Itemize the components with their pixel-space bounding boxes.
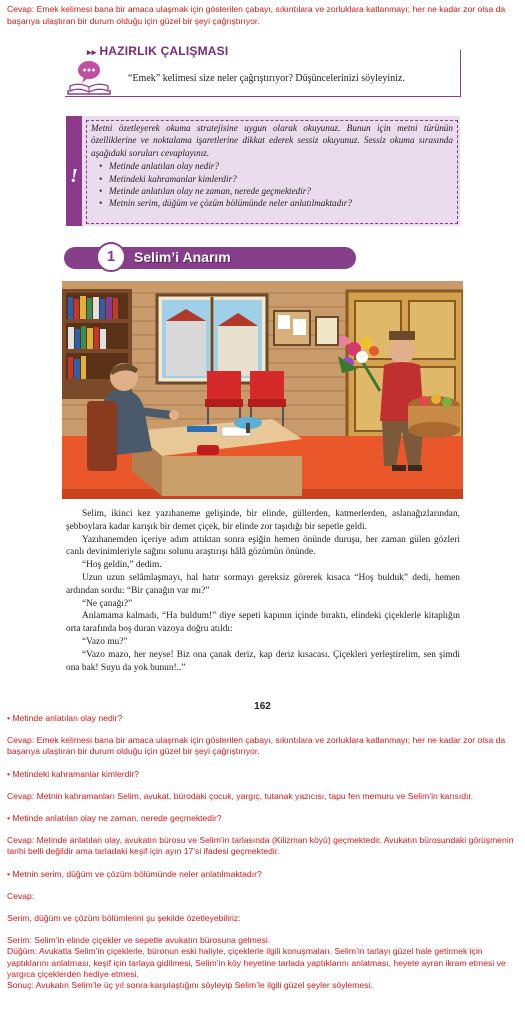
top-answer-text: Cevap: Emek kelimesi bana bir amaca ulaşmak için gösterilen çabayı, sıkıntılara ve zorluklara katlanmayı; her ne kadar zor olsa da başarıya ulaştıran bir durum olduğu için güzel bir şeyi çağrıştırıyor. (7, 4, 506, 26)
story-paragraph: “Hoş geldin,” dedim. (82, 560, 162, 571)
qa-question: • Metinde anlatılan olay ne zaman, nerede geçmektedir? (7, 813, 222, 824)
story-paragraph: Anlamama kalmadı, “Ha buldum!” diye sepeti kapının içinde bıraktı, elindeki çiçeklerle kitaplığın orta tarafında boş duran vazoya doğru atıldı: (66, 611, 460, 635)
section-title: Selim’i Anarım (134, 249, 231, 265)
story-paragraph: “Vazo mu?” (82, 636, 128, 647)
story-paragraph: “Vazo mazo, her neyse! Biz ona çanak deriz, kap deriz kısacası. Çiçekleri yerleştirelim, sen şimdi ona bak! Suyu da yok bunun!..” (66, 649, 460, 673)
qa-answer: Cevap: (7, 890, 35, 901)
info-question: • Metinde anlatılan olay nedir? (99, 160, 453, 172)
info-question: • Metnin serim, düğüm ve çözüm bölümünde neler anlatılmaktadır? (99, 197, 453, 209)
qa-answer: Cevap: Metnin kahramanları Selim, avukat, bürodaki çocuk, yargıç, tutanak yazıcısı, tapu fen memuru ve Selim’in karısıdır. (7, 790, 474, 801)
qa-section (7, 713, 517, 991)
qa-answer: Düğüm: Avukatla Selim’in çiçeklerle, büronun eski haliyle, çiçeklerle ilgili konuşmaları. Selim’in tarlayı güzel hale getirmek için yaptıklarını anlatması, keşif için tarlaya gidilmesi, Selim’in köy heyetine tarlada yaptıklarını anlatması, heyete ayran ikram etmesi ve yargıca çiçeklerden hediye etmesi. (7, 946, 506, 979)
story-paragraph: Selim, ikinci kez yazıhaneme gelişinde, bir elinde, güllerden, katmerlerden, aslanağızlarından, şebboylara kadar karışık bir demet çiçek, bir elinde zor taşıdığı bir sepetle geldi. (66, 509, 460, 532)
office-illustration (62, 281, 463, 499)
info-question: • Metindeki kahramanlar kimlerdir? (99, 173, 453, 185)
book-speech-icon (66, 56, 112, 96)
story-paragraph: Uzun uzun selâmlaşmayı, hal hatır sormayı gereksiz görerek kısaca “Hoş bulduk” dedi, hemen ardından sordu: “Bir çanağın var mı?” (66, 572, 460, 596)
qa-question: • Metinde anlatılan olay nedir? (7, 713, 123, 723)
section-number: 1 (96, 242, 126, 272)
double-arrow-icon: ▸▸ (87, 47, 97, 57)
qa-question: • Metindeki kahramanlar kimlerdir? (7, 768, 139, 779)
info-question-list (99, 160, 453, 210)
info-question: • Metinde anlatılan olay ne zaman, nerede geçmektedir? (99, 185, 453, 197)
story-paragraph: “Ne çanağı?” (82, 598, 133, 609)
story-text (66, 508, 460, 674)
page-number: 162 (254, 701, 271, 712)
qa-answer: Serim: Selim’in elinde çiçekler ve sepetle avukatın bürosuna gelmesi. (7, 935, 271, 946)
exclamation-icon: ! (66, 116, 82, 226)
info-intro: Metni özetleyerek okuma stratejisine uygun olarak okuyunuz. Bunun için metni türünün özelliklerine ve noktalama işaretlerine dikkat ederek sessiz okuyunuz. Sessiz okuma sırasında aşağıdaki soruları cevaplayınız. (91, 123, 453, 158)
qa-answer: Cevap: Metinde anlatılan olay, avukatın bürosu ve Selim’in tarlasında (Kilizman köyü) geçmektedir. Avukatın bürosundaki görüşmenin tarihi belli değildir ama tarladaki keşif için ayın 17’si ifadesi geçmektedir. (7, 835, 514, 857)
qa-answer: Serim, düğüm ve çözüm bölümlerini şu şekilde özetleyebiliriz: (7, 913, 241, 924)
prep-title-text: HAZIRLIK ÇALIŞMASI (99, 44, 229, 58)
info-content (91, 122, 453, 210)
qa-answer: Cevap: Emek kelimesi bana bir amaca ulaşmak için gösterilen çabayı, sıkıntılara ve zorluklara katlanmayı; her ne kadar zor olsa da başarıya ulaştıran bir durum olduğu için güzel bir şeyi çağrıştırıyor. (7, 735, 506, 757)
prep-question: “Emek” kelimesi size neler çağrıştırıyor? Düşüncelerinizi söyleyiniz. (128, 73, 405, 84)
qa-answer: Sonuç: Avukatın Selim’le üç yıl sonra karşılaştığını söyleyip Selim’le ilgili güzel şeyler söylemesi. (7, 980, 373, 991)
qa-question: • Metnin serim, düğüm ve çözüm bölümünde neler anlatılmaktadır? (7, 868, 262, 879)
story-paragraph: Yazıhanemden içeriye adım attıktan sonra eşiğin hemen önünde duruşu, her zaman gülen gözleri canlı devinimleriyle sağını solunu araştırışı hâlâ gözümün önünde. (66, 534, 460, 558)
